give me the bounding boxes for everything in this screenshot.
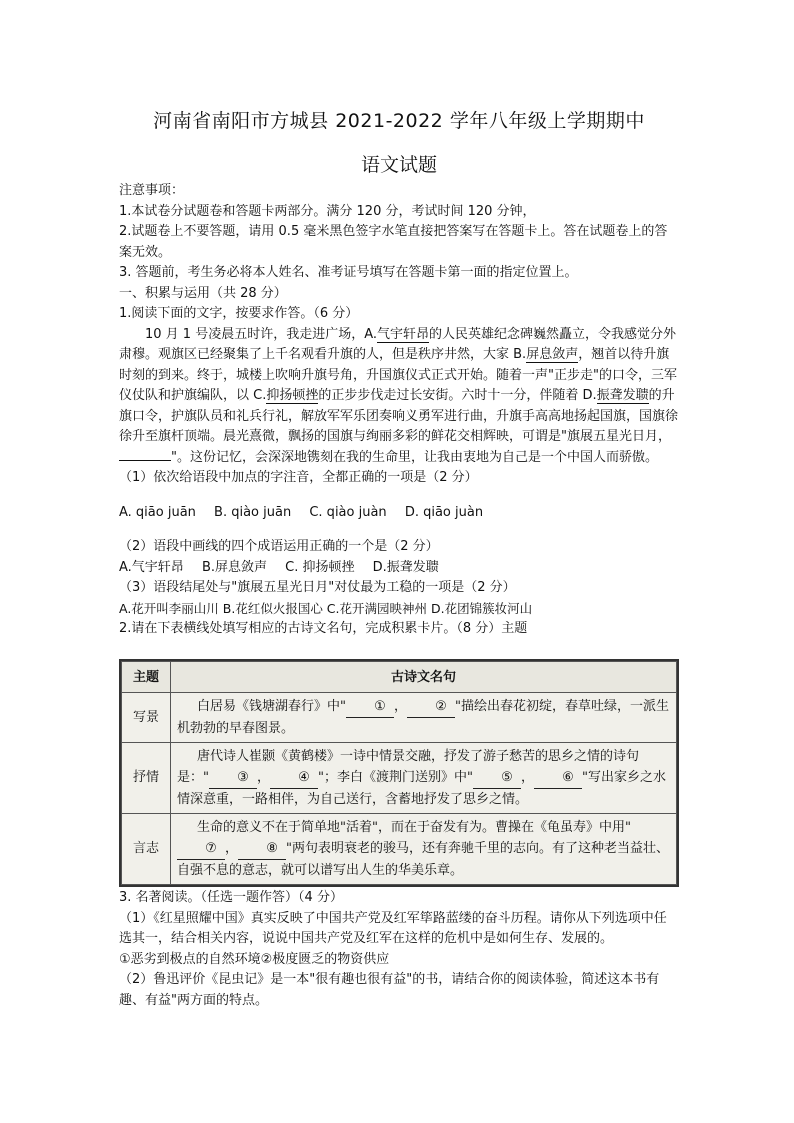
notice-item: 3. 答题前，考生务必将本人姓名、准考证号填写在答题卡第一面的指定位置上。 (119, 265, 578, 280)
sub-question-3: （3）语段结尾处与"旗展五星光日月"对仗最为工稳的一项是（2 分） (119, 580, 516, 595)
passage-text: 的升旗口令，护旗队员和礼兵行礼，解放军军乐团奏响义勇军进行曲，升旗手高高地扬起国旗，国旗徐徐升至旗杆顶端。晨光熹微，飘扬的国旗与绚丽多彩的鲜花交相辉映，可谓是"旗展五星光日月， (119, 388, 679, 444)
sub-question-2-options (119, 558, 679, 579)
answer-blank[interactable]: ③ (209, 767, 257, 789)
sub-question-1-options (119, 503, 679, 524)
question-2-prompt: 2.请在下表横线处填写相应的古诗文名句，完成积累卡片。（8 分）主题 (119, 621, 528, 636)
underlined-idiom-b: 屏息敛声 (526, 347, 579, 362)
table-header-topic: 主题 (122, 662, 171, 693)
answer-blank[interactable]: ② (407, 696, 455, 718)
notice-item: 1.本试卷分试题卷和答题卡两部分。满分 120 分，考试时间 120 分钟， (119, 203, 536, 219)
section-heading: 一、积累与运用（共 28 分） (119, 285, 287, 301)
option-c[interactable]: C. qiào juàn (309, 504, 387, 520)
answer-blank[interactable]: ⑦ (177, 838, 225, 860)
answer-blank[interactable]: ⑧ (238, 838, 286, 860)
underlined-idiom-c: 抑扬顿挫 (266, 388, 319, 403)
row-topic: 抒情 (122, 742, 171, 813)
sub-question-1: （1）依次给语段中加点的字注音，全都正确的一项是（2 分） (119, 470, 478, 485)
row-topic: 言志 (122, 813, 171, 884)
exam-title: 河南省南阳市方城县 2021-2022 学年八年级上学期期中 (153, 110, 645, 132)
reading-passage (119, 325, 679, 469)
answer-blank[interactable]: ④ (270, 767, 318, 789)
answer-blank[interactable]: ① (346, 696, 394, 718)
table-header-content: 古诗文名句 (171, 662, 677, 693)
reading-section (119, 888, 679, 1011)
passage-text: "。这份记忆，会深深地镌刻在我的生命里，让我由衷地为自己是一个中国人而骄傲。 (171, 449, 658, 465)
table-row (122, 693, 677, 743)
question-1-prompt: 1.阅读下面的文字，按要求作答。（6 分） (119, 306, 359, 321)
table-row (122, 813, 677, 884)
sub-question-insect-book: （2）鲁迅评价《昆虫记》是一本"很有趣也很有益"的书，请结合你的阅读体验，简述这本书有趣、有益"两方面的特点。 (119, 972, 660, 1008)
passage-text: ，翘首以待升旗时刻的到来。终于，城楼上吹响升旗号角，升国旗仪式正式开始。随着一声"正步走"的口令，三军仪仗队和护旗编队，以 C. (119, 347, 677, 403)
answer-blank[interactable] (119, 448, 171, 461)
notice-heading: 注意事项： (119, 183, 185, 198)
option-b[interactable]: B. qiào juān (214, 504, 292, 520)
option-a[interactable]: A. qiāo juān (119, 504, 196, 520)
table-row (122, 742, 677, 813)
question-3-prompt: 3. 名著阅读。（任选一题作答）（4 分） (119, 890, 343, 905)
row-content: 唐代诗人崔颢《黄鹤楼》一诗中情景交融，抒发了游子愁苦的思乡之情的诗句是：" ③ ， ④ "；李白《渡荆门送别》中" ⑤ ， ⑥ "写出家乡之水情深意重，一路相伴，为自己送行，含蓄地抒发了思乡之情。 (171, 742, 677, 813)
sub-question-2: （2）语段中画线的四个成语运用正确的一个是（2 分） (119, 539, 439, 554)
underlined-idiom-d: 振聋发聩 (596, 388, 649, 403)
option-c[interactable]: C. 抑扬顿挫 (285, 559, 355, 575)
passage-text: 10 月 1 号凌晨五时许，我走进广场，A. (145, 326, 378, 342)
row-content: 生命的意义不在于简单地"活着"，而在于奋发有为。曹操在《龟虽寿》中用"⑦ ， ⑧ "两句表明衰老的骏马，还有奔驰千里的志向。有了这种老当益壮、自强不息的意志，就可以谱写出人生的华美乐章。 (171, 813, 677, 884)
exam-subtitle: 语文试题 (360, 154, 437, 176)
poetry-card-table (119, 659, 679, 887)
answer-blank[interactable]: ⑥ (534, 767, 582, 789)
option-d[interactable]: D. qiāo juàn (404, 504, 484, 520)
row-content: 白居易《钱塘湖春行》中" ① ， ② "描绘出春花初绽，春草吐绿，一派生机勃勃的早春图景。 (171, 693, 677, 743)
underlined-idiom-a: 气宇轩昂 (377, 326, 430, 342)
passage-text: 的人民英雄纪念碑巍然矗立，令我感觉分外肃穆。观旗区已经聚集了上千名观看升旗的人，但是秩序井然，大家 B. (119, 326, 677, 362)
sub-question-red-star: （1）《红星照耀中国》真实反映了中国共产党及红军筚路蓝缕的奋斗历程。请你从下列选项中任选其一，结合相关内容，说说中国共产党及红军在这样的危机中是如何生存、发展的。 (119, 910, 667, 946)
passage-text: 的正步步伐走过长安街。六时十一分，伴随着 D. (318, 388, 597, 403)
sub-question-red-star-options: ①恶劣到极点的自然环境②极度匮乏的物资供应 (119, 951, 390, 967)
option-a[interactable]: A.气宇轩昂 (119, 559, 184, 575)
row-topic: 写景 (122, 693, 171, 743)
notice-item: 2.试题卷上不要答题，请用 0.5 毫米黑色签字水笔直接把答案写在答题卡上。答在试题卷上的答案无效。 (119, 224, 668, 260)
answer-blank[interactable]: ⑤ (473, 767, 521, 789)
exam-body (119, 181, 679, 640)
option-d[interactable]: D.振聋发聩 (372, 559, 439, 575)
sub-question-3-options: A.花开叫李丽山川 B.花红似火报国心 C.花开满园映神州 D.花团锦簇妆河山 (119, 600, 533, 616)
option-b[interactable]: B.屏息敛声 (201, 559, 268, 575)
